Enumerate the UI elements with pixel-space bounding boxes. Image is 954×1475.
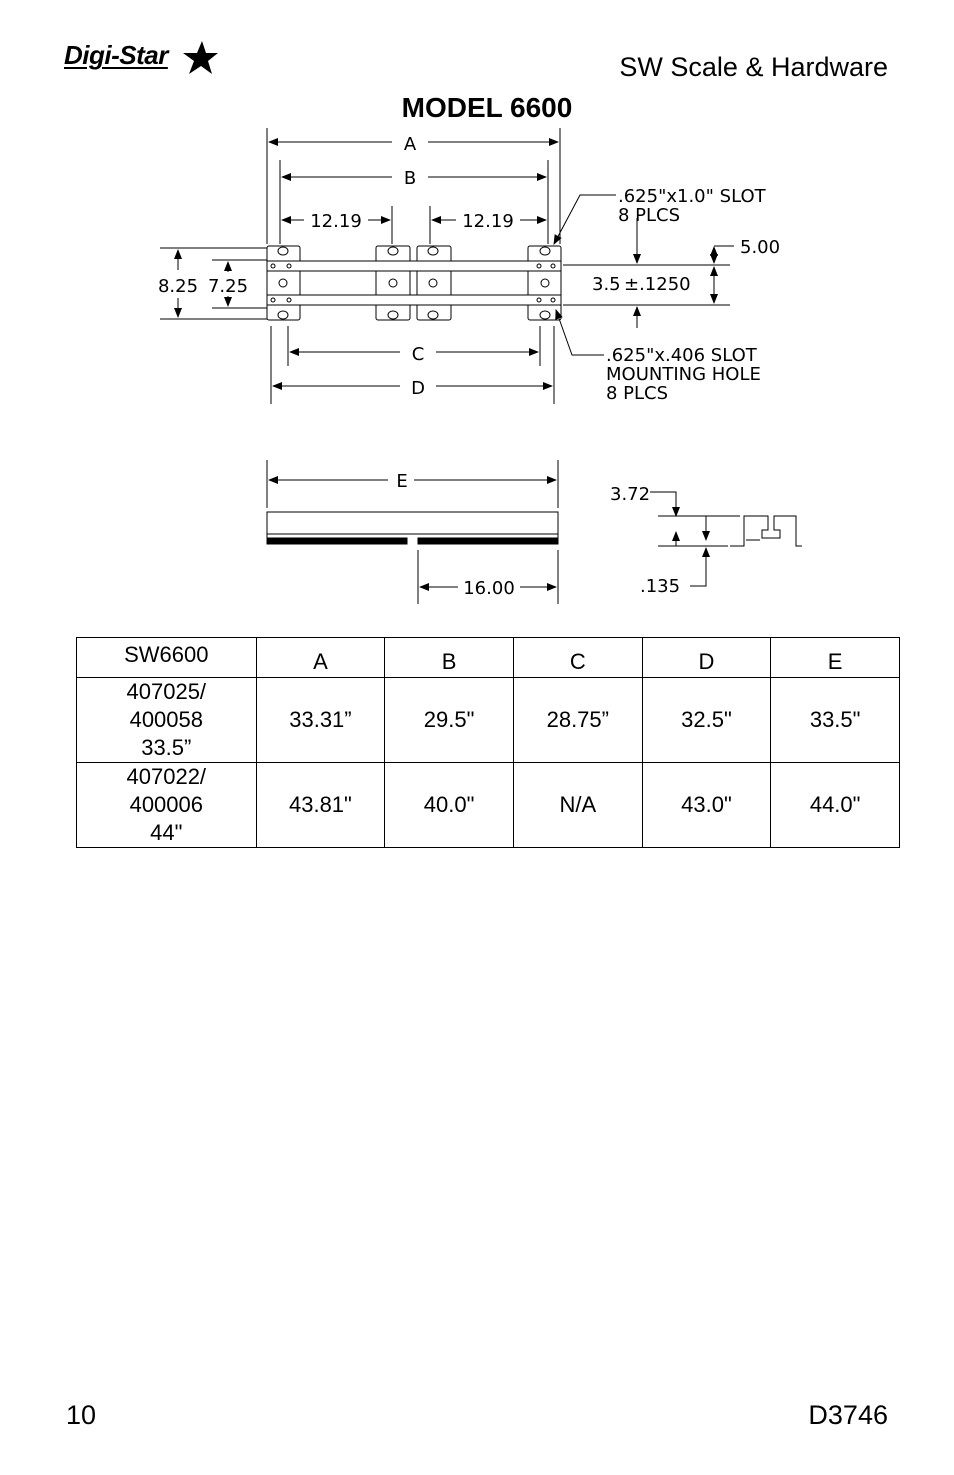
dim-label-b: B <box>403 168 417 189</box>
brand-logo: Digi-Star <box>64 40 168 70</box>
header-cell-b: B <box>385 638 514 678</box>
dim-label-1219-right: 12.19 <box>462 211 514 232</box>
header-cell-e: E <box>771 638 900 678</box>
dim-label-372: 3.72 <box>610 484 651 505</box>
model-title: MODEL 6600 <box>401 92 573 123</box>
page-number: 10 <box>66 1400 97 1430</box>
dim-label-1219-left: 12.19 <box>310 211 362 232</box>
cell-a: 33.31” <box>256 678 385 763</box>
callout-bottom-line2: MOUNTING HOLE <box>606 364 761 385</box>
spec-table <box>76 637 900 848</box>
dim-label-e: E <box>396 471 408 492</box>
cell-e: 44.0" <box>771 763 900 848</box>
cell-c: N/A <box>513 763 642 848</box>
table-row <box>77 763 900 848</box>
header-cell-a: A <box>256 638 385 678</box>
cell-d: 32.5" <box>642 678 771 763</box>
model-cell <box>77 678 257 763</box>
dim-label-d: D <box>411 378 425 399</box>
dim-label-a: A <box>403 134 417 155</box>
callout-top-line2: 8 PLCS <box>618 205 681 226</box>
dim-label-500: 5.00 <box>740 237 781 258</box>
dim-label-725: 7.25 <box>207 276 249 297</box>
section-title: SW Scale & Hardware <box>619 52 888 82</box>
dim-label-135: .135 <box>640 576 681 597</box>
cell-a: 43.81" <box>256 763 385 848</box>
dim-label-tolerance: ±.1250 <box>624 274 691 295</box>
header-cell-d: D <box>642 638 771 678</box>
model-cell <box>77 763 257 848</box>
callout-bottom-line1: .625"x.406 SLOT <box>606 345 757 366</box>
dim-label-35: 3.5 <box>592 274 621 295</box>
table-header-row <box>77 638 900 678</box>
table-row <box>77 678 900 763</box>
model-part-1: 407025/ <box>126 679 207 704</box>
cell-b: 40.0" <box>385 763 514 848</box>
callout-bottom-line3: 8 PLCS <box>606 383 669 404</box>
model-length: 44" <box>150 820 183 845</box>
technical-drawing <box>140 120 820 620</box>
dim-label-1600: 16.00 <box>463 578 515 599</box>
star-icon <box>180 40 218 76</box>
cell-c: 28.75” <box>513 678 642 763</box>
header-cell-c: C <box>513 638 642 678</box>
cell-b: 29.5" <box>385 678 514 763</box>
dim-label-c: C <box>411 344 425 365</box>
cell-d: 43.0" <box>642 763 771 848</box>
callout-top-line1: .625"x1.0" SLOT <box>618 186 766 207</box>
model-part-2: 400006 <box>129 792 203 817</box>
model-length: 33.5” <box>141 735 192 760</box>
cell-e: 33.5" <box>771 678 900 763</box>
dim-label-825: 8.25 <box>157 276 199 297</box>
document-id: D3746 <box>808 1400 888 1430</box>
model-part-1: 407022/ <box>126 764 207 789</box>
header-cell-model: SW6600 <box>77 638 257 678</box>
model-part-2: 400058 <box>129 707 203 732</box>
